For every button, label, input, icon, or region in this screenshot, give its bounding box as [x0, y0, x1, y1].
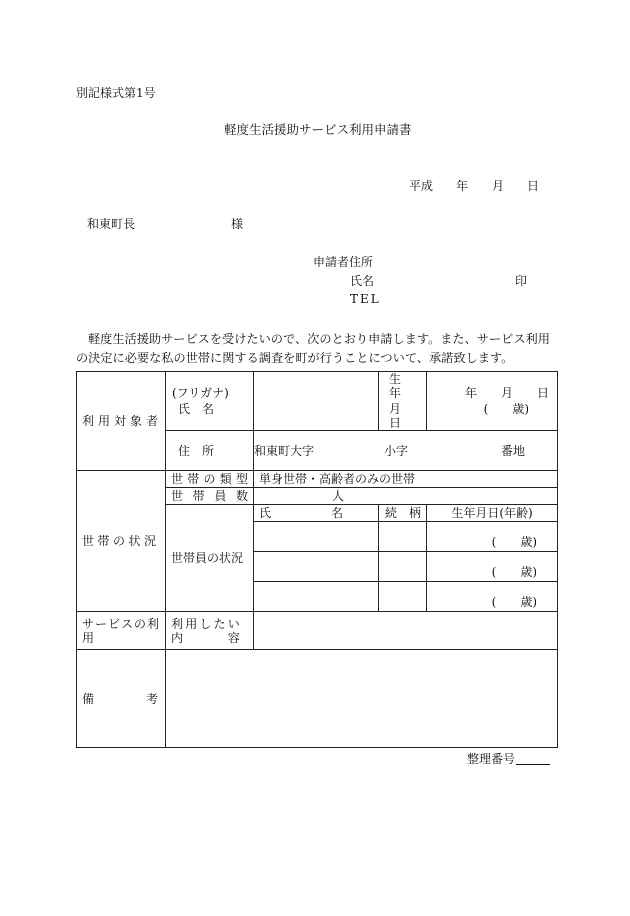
remarks-header-cell — [77, 650, 166, 748]
col-name-header — [254, 505, 379, 522]
date-year: 年 — [456, 179, 469, 193]
members-label-cell — [166, 505, 254, 612]
address-label: 住 所 — [178, 443, 215, 458]
date-era: 平成 — [409, 179, 434, 193]
target-person-header-cell — [77, 372, 166, 471]
address-sub: 小字 — [384, 443, 409, 458]
birth-label-2: 月 日 — [389, 402, 414, 430]
remarks-field[interactable] — [166, 650, 558, 748]
service-content-field[interactable] — [254, 612, 558, 650]
remarks-row — [77, 650, 558, 748]
service-header-cell — [77, 612, 166, 650]
members-label: 世帯員の状況 — [171, 551, 244, 565]
member-2-age: ( 歳) — [491, 565, 538, 579]
target-person-row — [77, 372, 558, 431]
name-label: 氏 名 — [178, 402, 215, 416]
col-name-text: 氏 名 — [259, 506, 344, 520]
member-2-name[interactable] — [254, 552, 379, 582]
household-header: 世 帯 の 状 況 — [82, 534, 156, 548]
applicant-seal: 印 — [515, 274, 528, 288]
address-label-cell — [166, 431, 254, 471]
address-num: 番地 — [501, 443, 526, 458]
addressee-honorific: 様 — [231, 217, 244, 231]
member-3-name[interactable] — [254, 582, 379, 612]
household-header-cell — [77, 471, 166, 612]
reference-number — [467, 751, 550, 765]
birth-label-cell — [379, 372, 427, 431]
birth-date-template: 年 月 日 — [465, 386, 550, 400]
applicant-address-label: 申請者住所 — [313, 255, 374, 269]
member-1-name[interactable] — [254, 522, 379, 552]
household-count-unit: 人 — [332, 489, 345, 503]
member-3-age: ( 歳) — [491, 595, 538, 609]
household-count-field[interactable] — [254, 488, 558, 505]
household-type-row — [77, 471, 558, 488]
household-count-label-cell — [166, 488, 254, 505]
remarks-header: 備 考 — [82, 691, 158, 706]
addressee-name: 和東町長 — [87, 217, 136, 231]
col-birth-header — [427, 505, 558, 522]
address-town: 和東町大字 — [254, 443, 315, 458]
household-type-label: 世 帯 の 類 型 — [171, 472, 249, 486]
reference-number-line[interactable] — [516, 751, 550, 765]
applicant-tel-label: TEL — [350, 292, 381, 306]
application-table — [76, 371, 558, 748]
member-1-birth[interactable] — [427, 522, 558, 552]
col-birth-text: 生年月日(年齢) — [451, 506, 533, 520]
birth-age-template: ( 歳) — [483, 402, 530, 416]
reference-number-label: 整理番号 — [467, 752, 516, 766]
member-2-relation[interactable] — [379, 552, 427, 582]
household-type-value: 単身世帯・高齢者のみの世帯 — [259, 472, 416, 486]
member-1-age: ( 歳) — [491, 535, 538, 549]
birth-date-field[interactable] — [427, 372, 558, 431]
household-count-label: 世 帯 員 数 — [171, 489, 248, 503]
form-number: 別記様式第1号 — [76, 86, 156, 100]
col-relation-text: 続 柄 — [385, 506, 422, 520]
furigana-label: (フリガナ) — [172, 386, 229, 400]
household-type-label-cell — [166, 471, 254, 488]
col-relation-header — [379, 505, 427, 522]
service-content-label: 利用したい内 容 — [171, 616, 243, 645]
service-content-label-cell — [166, 612, 254, 650]
target-person-header: 利 用 対 象 者 — [82, 414, 158, 428]
date-month: 月 — [492, 179, 505, 193]
date-day: 日 — [527, 179, 540, 193]
application-statement: 軽度生活援助サービスを受けたいので、次のとおり申請します。また、サービス利用の決定に必要な私の世帯に関する調査を町が行うことについて、承諾致します。 — [76, 332, 550, 365]
member-1-relation[interactable] — [379, 522, 427, 552]
service-header: サービスの利用 — [82, 616, 161, 645]
service-row — [77, 612, 558, 650]
member-3-birth[interactable] — [427, 582, 558, 612]
form-title: 軽度生活援助サービス利用申請書 — [224, 122, 412, 137]
birth-label-1: 生 年 — [389, 372, 414, 400]
furigana-name-label-cell — [166, 372, 254, 431]
target-name-field[interactable] — [254, 372, 379, 431]
applicant-name-label: 氏名 — [350, 274, 375, 288]
target-address-field[interactable] — [254, 431, 558, 471]
household-type-options[interactable] — [254, 471, 558, 488]
member-3-relation[interactable] — [379, 582, 427, 612]
member-2-birth[interactable] — [427, 552, 558, 582]
